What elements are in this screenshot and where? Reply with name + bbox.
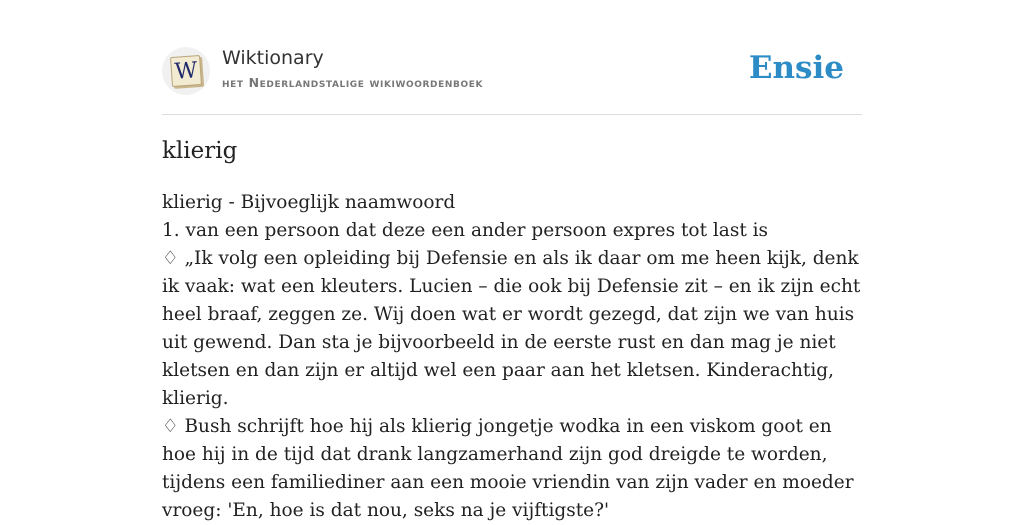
site-name[interactable]: Wiktionary xyxy=(222,47,324,69)
word-class-line: klierig - Bijvoeglijk naamwoord xyxy=(162,192,456,213)
definition: 1. van een persoon dat deze een ander persoon expres tot last is xyxy=(162,220,769,241)
wiktionary-logo-icon[interactable] xyxy=(162,47,210,95)
page xyxy=(162,0,862,521)
example-1: ♢ „Ik volg een opleiding bij Defensie en als ik daar om me heen kijk, denk ik vaak: wat een kleuters. Lucien – die ook bij Defensie zit – en ik zijn echt heel braaf, zeggen ze. Wij doen wat er wordt gezegd, dat zijn we van huis uit gewend. Dan sta je bijvoorbeeld in de eerste rust en dan mag je niet kletsen en dan zijn er altijd wel een paar aan het kletsen. Kinderachtig, klierig. xyxy=(162,248,861,409)
example-2: ♢ Bush schrijft hoe hij als klierig jongetje wodka in een viskom goot en hoe hij in de tijd dat drank langzamerhand zijn god dreigde te worden, tijdens een familiediner aan een mooie vriendin van zijn vader en moeder vroeg: 'En, hoe is dat nou, seks na je vijftigste?' xyxy=(162,416,854,521)
site-header xyxy=(162,0,862,115)
site-subtitle: het Nederlandstalige wikiwoordenboek xyxy=(222,75,484,90)
ensie-brand-link[interactable]: Ensie xyxy=(748,50,844,86)
logo-letter: W xyxy=(170,55,202,87)
entry-content xyxy=(162,189,862,525)
page-title: klierig xyxy=(162,138,238,164)
